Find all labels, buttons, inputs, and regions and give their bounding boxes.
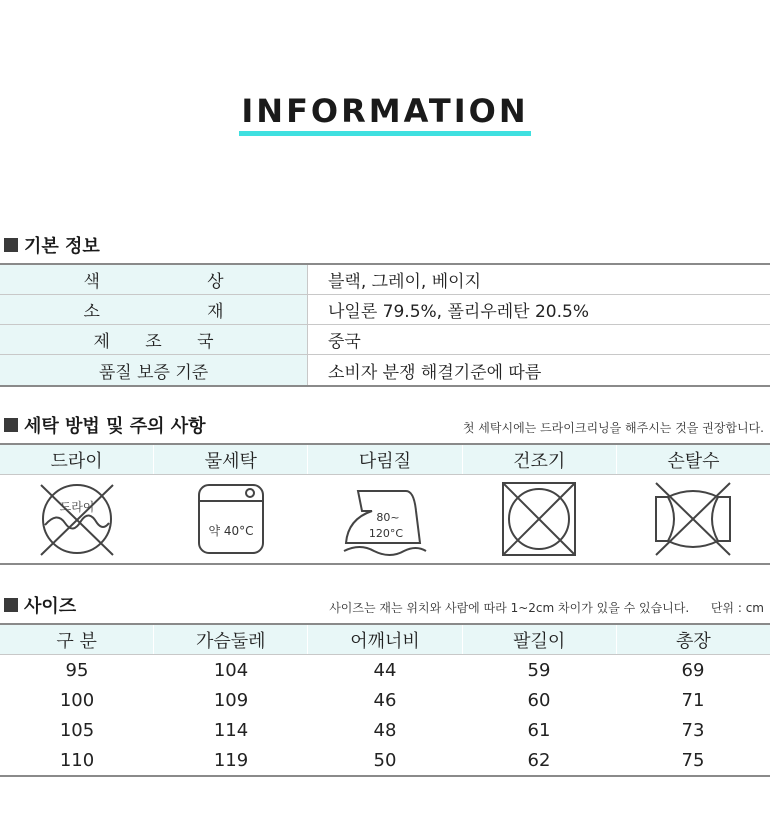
row-key: 소 재 <box>0 295 308 324</box>
washing-note: 첫 세탁시에는 드라이크리닝을 해주시는 것을 권장합니다. <box>462 421 764 435</box>
title-underline <box>239 131 530 136</box>
table-cell: 100 <box>59 689 95 711</box>
washing-table <box>0 443 770 565</box>
table-cell: 114 <box>213 719 249 741</box>
row-value: 나일론 79.5%, 폴리우레탄 20.5% <box>328 302 590 322</box>
svg-text:80~: 80~ <box>376 511 400 524</box>
washing-column-headers <box>0 445 770 475</box>
row-key: 품질 보증 기준 <box>0 355 308 385</box>
table-cell: 119 <box>213 749 249 771</box>
size-heading: 사이즈 <box>24 596 77 617</box>
section-square-icon <box>4 418 18 432</box>
water-wash-icon <box>154 475 308 563</box>
table-cell: 50 <box>373 749 397 771</box>
table-row <box>0 295 770 325</box>
no-tumble-dry-icon <box>462 475 616 563</box>
column-header: 손탈수 <box>667 450 720 472</box>
column-header: 물세탁 <box>154 445 308 474</box>
table-cell: 59 <box>527 659 551 681</box>
size-note: 사이즈는 재는 위치와 사람에 따라 1~2cm 차이가 있을 수 있습니다. 단위 : cm <box>329 601 764 615</box>
table-row <box>0 265 770 295</box>
basic-info-table <box>0 263 770 387</box>
basic-info-heading: 기본 정보 <box>24 236 100 257</box>
size-header <box>0 592 770 618</box>
table-cell: 71 <box>681 689 705 711</box>
table-cell: 73 <box>681 719 705 741</box>
column-header: 구 분 <box>0 625 154 654</box>
table-cell: 104 <box>213 659 249 681</box>
table-cell: 69 <box>681 659 705 681</box>
table-cell: 46 <box>373 689 397 711</box>
row-value: 중국 <box>328 332 361 352</box>
column-header: 팔길이 <box>463 625 617 654</box>
table-row <box>0 685 770 715</box>
column-header: 다림질 <box>308 445 462 474</box>
size-table <box>0 623 770 777</box>
page-title: INFORMATION <box>239 92 530 130</box>
table-cell: 95 <box>65 659 89 681</box>
size-column-headers <box>0 625 770 655</box>
table-row <box>0 715 770 745</box>
table-row <box>0 655 770 685</box>
table-row <box>0 745 770 775</box>
table-cell: 61 <box>527 719 551 741</box>
table-cell: 105 <box>59 719 95 741</box>
row-value: 소비자 분쟁 해결기준에 따름 <box>328 362 542 383</box>
iron-icon <box>308 475 462 563</box>
section-square-icon <box>4 238 18 252</box>
table-cell: 60 <box>527 689 551 711</box>
washing-icons-row <box>0 475 770 563</box>
basic-info-header <box>0 232 770 258</box>
svg-text:드라이: 드라이 <box>59 500 95 514</box>
no-wring-icon <box>616 475 770 563</box>
column-header: 드라이 <box>0 445 154 474</box>
column-header: 어깨너비 <box>308 625 462 654</box>
table-cell: 62 <box>527 749 551 771</box>
washing-heading: 세탁 방법 및 주의 사항 <box>24 416 206 437</box>
table-cell: 110 <box>59 749 95 771</box>
no-dry-clean-icon <box>0 475 154 563</box>
svg-text:120°C: 120°C <box>368 527 404 540</box>
row-key: 색 상 <box>0 265 308 294</box>
svg-text:약 40°C: 약 40°C <box>208 524 254 538</box>
row-key: 제 조 국 <box>0 325 308 354</box>
table-row <box>0 355 770 385</box>
washing-header <box>0 412 770 438</box>
table-row <box>0 325 770 355</box>
table-cell: 109 <box>213 689 249 711</box>
column-header: 가슴둘레 <box>154 625 308 654</box>
table-cell: 44 <box>373 659 397 681</box>
column-header: 총장 <box>676 630 711 652</box>
row-value: 블랙, 그레이, 베이지 <box>328 272 481 292</box>
size-unit: 단위 : cm <box>710 601 764 615</box>
column-header: 건조기 <box>463 445 617 474</box>
section-square-icon <box>4 598 18 612</box>
table-cell: 48 <box>373 719 397 741</box>
title-area <box>0 92 770 130</box>
table-cell: 75 <box>681 749 705 771</box>
